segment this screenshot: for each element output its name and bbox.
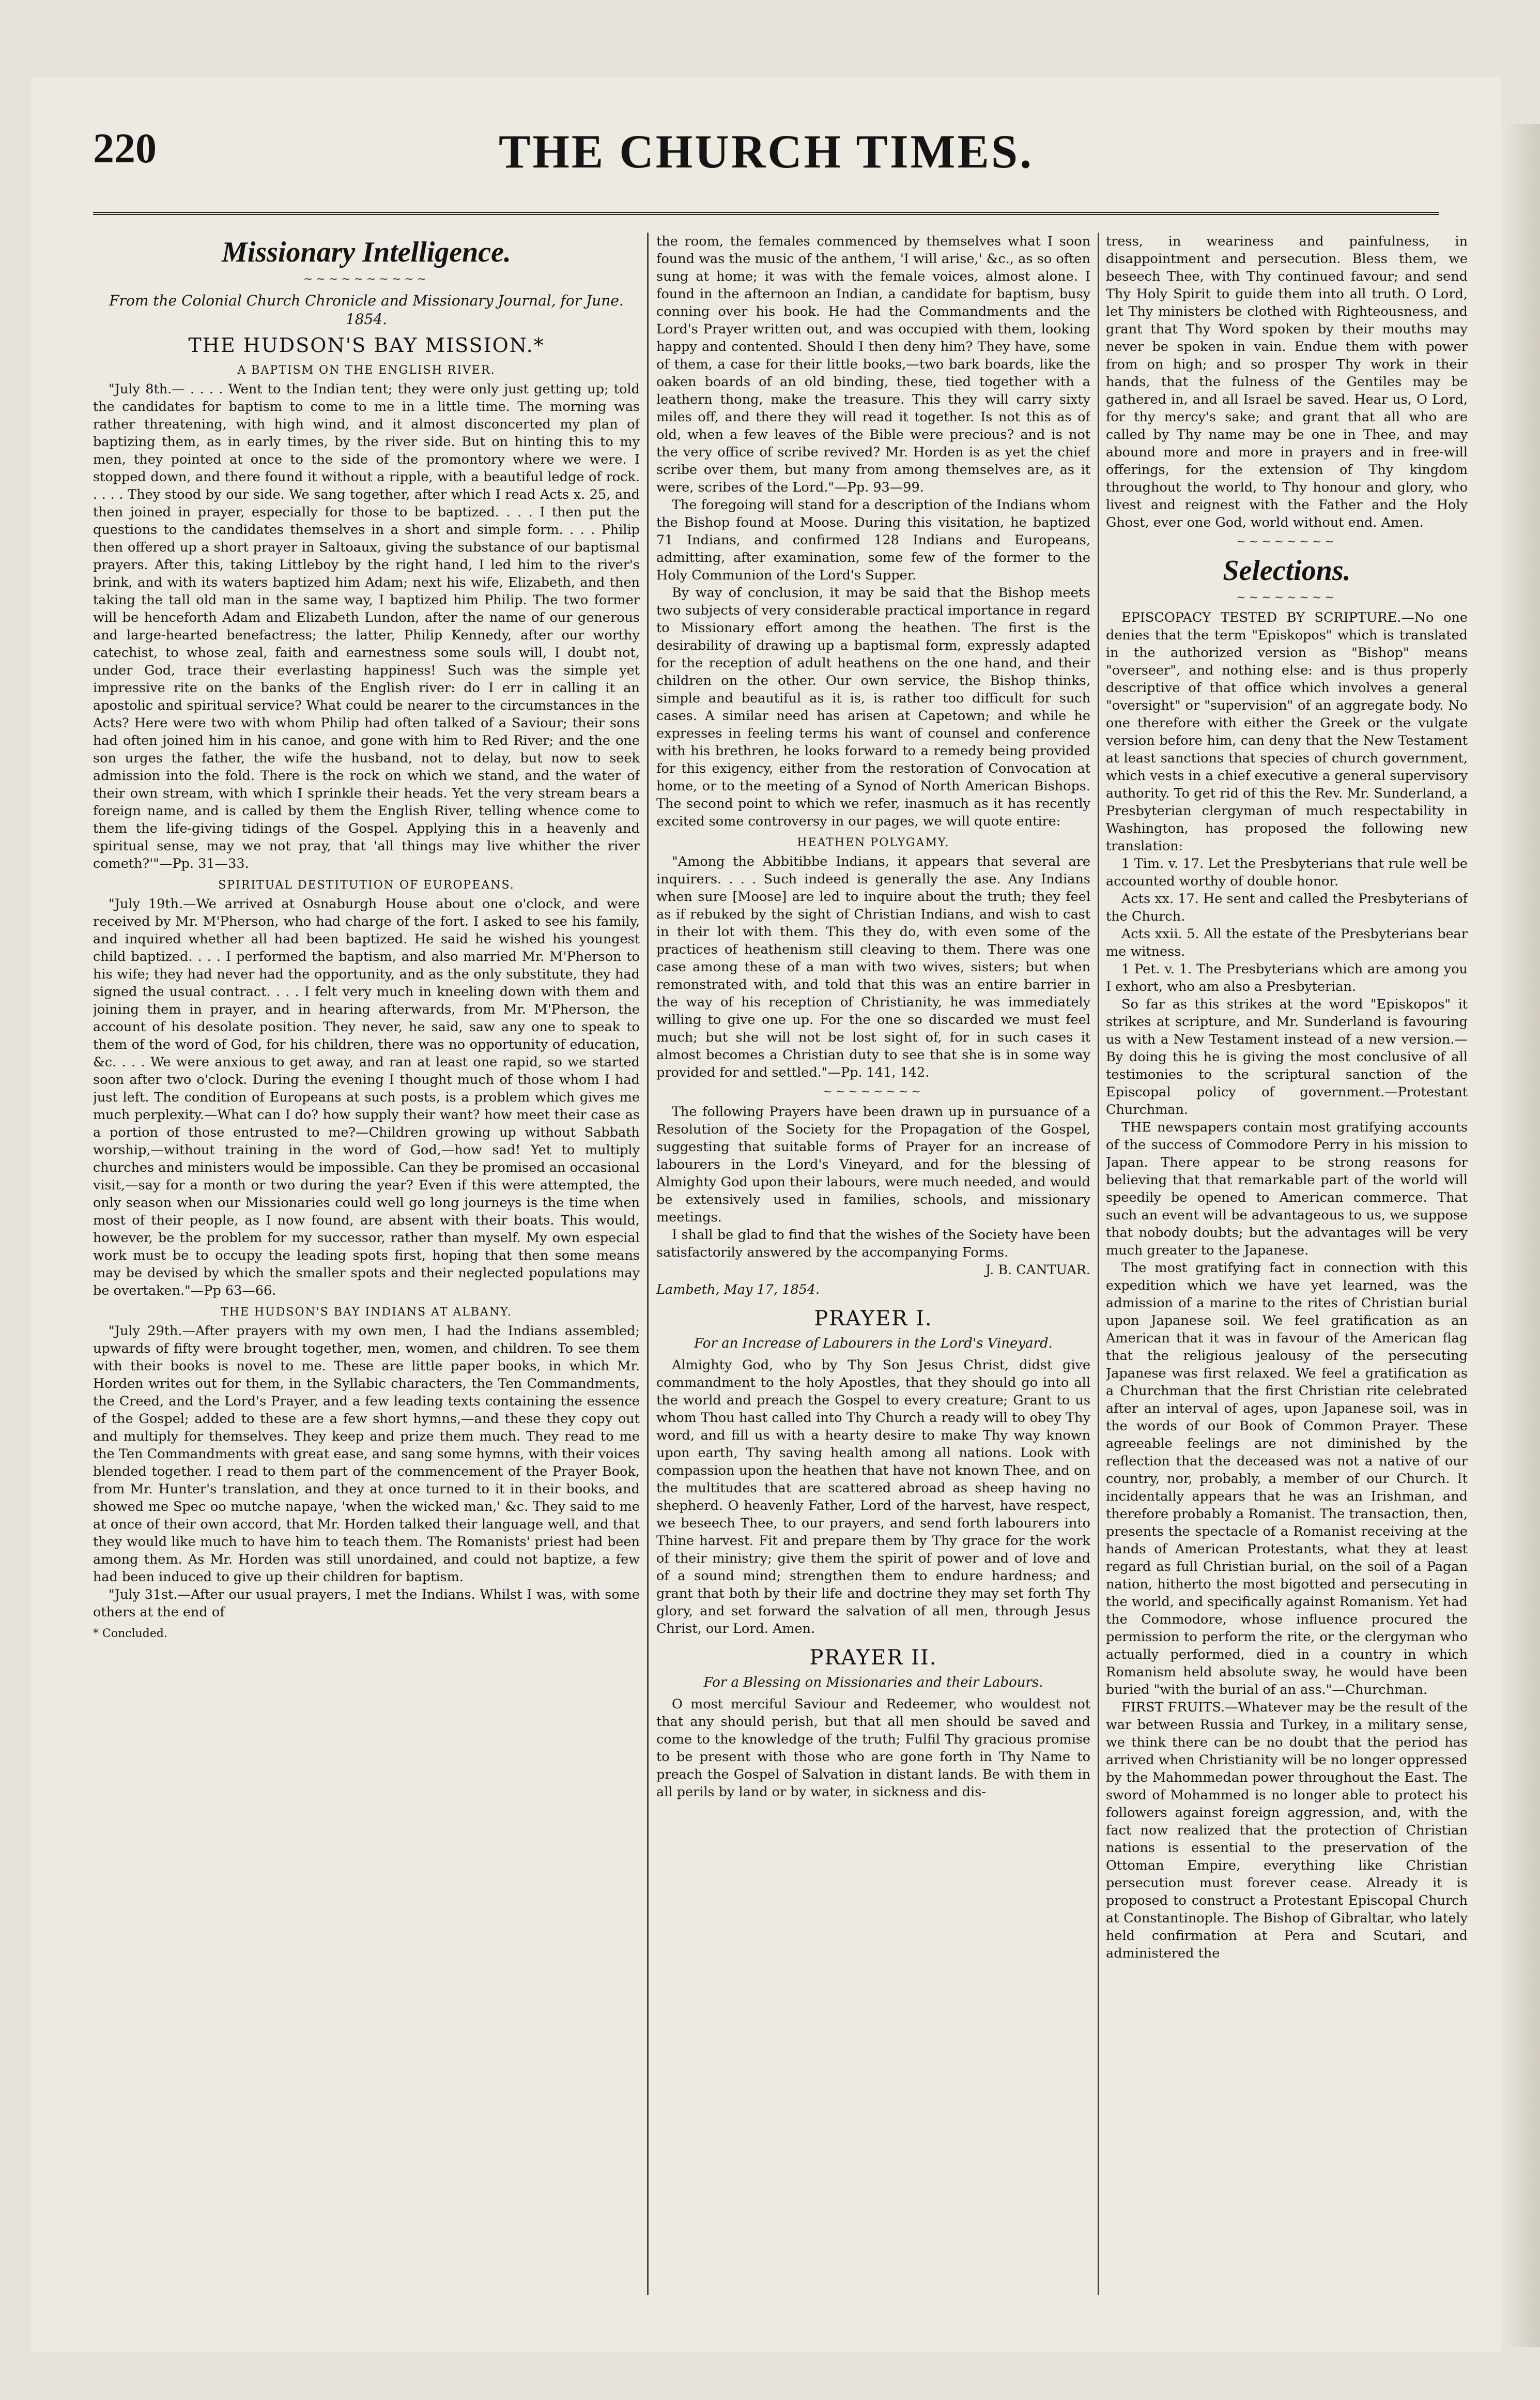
- paragraph: The foregoing will stand for a description of the Indians whom the Bishop found at Moose. During this visitation, he baptized 71 Indians, and confirmed 128 Indians and Europeans, admitting, after examination, some few of the former to the Holy Communion of the Lord's Supper.: [656, 497, 1090, 583]
- ornament-divider: ~~~~~~~~~~: [303, 273, 430, 286]
- column-1: [93, 233, 640, 2295]
- paragraph: "July 8th.— . . . . Went to the Indian tent; they were only just getting up; told the candidates for baptism to come to me in a little time. The morning was rather threatening, with high wind, and it almost disconcerted my plan of baptizing them, as in early times, by the river side. But on hinting this to my men, they pointed at once to the side of the promontory where we were. I stopped down, and there found it without a ripple, with a beautiful ledge of rock. . . . . They stood by our side. We sang together, after which I read Acts x. 25, and then joined in prayer, especially for those to be baptized. . . . I then put the questions to the candidates themselves in a short and simple form. . . . Philip then offered up a short prayer in Saltoaux, giving the substance of our baptismal prayers. After this, taking Littleboy by the right hand, I led him to the river's brink, and with its waters baptized him Adam; next his wife, Elizabeth, and then taking the tall old man in the same way, I baptized him Philip. The two former will be henceforth Adam and Elizabeth Lundon, after the name of our generous and large-hearted benefactress; the latter, Philip Kennedy, after our worthy catechist, to whose zeal, faith and earnestness some souls will, I doubt not, under God, trace their everlasting happiness! Such was the simple yet impressive rite on the banks of the English river: do I err in calling it an apostolic and spiritual service? What could be nearer to the circumstances in the Acts? Here were two with whom Philip had often talked of a Saviour; their sons had often joined him in his canoe, and gone with him to Red River; and the one son urges the father, the wife the husband, not to delay, but now to seek admission into the fold. There is the rock on which we stand, and the water of their own stream, with which I sprinkle their heads. Yet the very stream bears a foreign name, and is called by them the English River, telling whence come to them the life-giving tidings of the Gospel. Applying this in a heavenly and spiritual sense, may we not pray, that 'all things may live whither the river cometh?'"—Pp. 31—33.: [93, 381, 640, 872]
- prayer-subtitle: For a Blessing on Missionaries and their Labours.: [703, 1675, 1043, 1690]
- subheading: SPIRITUAL DESTITUTION OF EUROPEANS.: [218, 879, 515, 892]
- paragraph: "July 31st.—After our usual prayers, I met the Indians. Whilst I was, with some others at the end of: [93, 1587, 640, 1620]
- paragraph: "Among the Abbitibbe Indians, it appears that several are inquirers. . . . Such indeed is generally the ase. Any Indians when sure [Moose] are led to inquire about the truth; they feel as if rebuked by the sight of Christian Indians, and wish to cast in their lot with them. This they do, with even some of the practices of heathenism still cleaving to them. There was one case among these of a man with two wives, sisters; but when remonstrated with, and told that this was an entire barrier in the way of his reception of Christianity, he was immediately willing to give one up. For the one so discarded we must feel much; but she will not be lost sight of, for in such cases it almost becomes a Christian duty to see that she is in some way provided for and settled."—Pp. 141, 142.: [656, 854, 1090, 1080]
- column-3: [1106, 233, 1468, 2295]
- scripture-quote: Acts xxii. 5. All the estate of the Presbyterians bear me witness.: [1106, 926, 1468, 959]
- signature-name: J. B. CANTUAR.: [985, 1262, 1090, 1278]
- prayer-text: O most merciful Saviour and Redeemer, who wouldest not that any should perish, but that all men should be saved and come to the knowledge of the truth; Fulfil Thy gracious promise to be present with those who are gone forth in Thy Name to preach the Gospel of Salvation in distant lands. Be with them in all perils by land or by water, in sickness and dis-: [656, 1696, 1090, 1800]
- paragraph: I shall be glad to find that the wishes of the Society have been satisfactorily answered by the accompanying Forms.: [656, 1227, 1090, 1260]
- paragraph: So far as this strikes at the word "Episkopos" it strikes at scripture, and Mr. Sunderland is favouring us with a New Testament instead of a new version.—By doing this he is giving the most conclusive of all testimonies to the scriptural sanction of the Episcopal policy of government.—Protestant Churchman.: [1106, 997, 1468, 1118]
- paragraph: The following Prayers have been drawn up in pursuance of a Resolution of the Society for the Propagation of the Gospel, suggesting that suitable forms of Prayer for an increase of labourers in the Lord's Vineyard, and for the blessing of Almighty God upon their labours, were much needed, and would be extensively used in families, schools, and missionary meetings.: [656, 1104, 1090, 1225]
- prayer-title: PRAYER I.: [814, 1307, 933, 1331]
- prayer-text: Almighty God, who by Thy Son Jesus Christ, didst give commandment to the holy Apostles, that they should go into all the world and preach the Gospel to every creature; Grant to us whom Thou hast called into Thy Church a ready will to obey Thy word, and fill us with a hearty desire to make Thy way known upon earth, Thy saving health among all nations. Look with compassion upon the heathen that have not known Thee, and on the multitudes that are scattered abroad as sheep having no shepherd. O heavenly Father, Lord of the harvest, have respect, we beseech Thee, to our prayers, and send forth labourers into Thine harvest. Fit and prepare them by Thy grace for the work of their ministry; give them the spirit of power and of love and of a sound mind; strengthen them to endure hardness; and grant that both by their life and doctrine they may set forth Thy glory, and set forward the salvation of all men, through Jesus Christ, our Lord. Amen.: [656, 1357, 1090, 1637]
- paragraph: FIRST FRUITS.—Whatever may be the result of the war between Russia and Turkey, in a military sense, we think there can be no doubt that the period has arrived when Christianity will be no longer oppressed by the Mahommedan power throughout the East. The sword of Mohammed is no longer able to protect his followers against foreign aggression, and, with the fact now realized that the protection of Christian nations is essential to the preservation of the Ottoman Empire, everything like Christian persecution must forever cease. Already it is proposed to construct a Protestant Episcopal Church at Constantinople. The Bishop of Gibraltar, who lately held confirmation at Pera and Scutari, and administered the: [1106, 1700, 1468, 1961]
- section-heading: Missionary Intelligence.: [221, 236, 512, 268]
- paragraph: "July 19th.—We arrived at Osnaburgh House about one o'clock, and were received by Mr. M'Pherson, who had charge of the fort. I asked to see his family, and inquired whether all had been baptized. He said he wished his youngest child baptized. . . . I performed the baptism, and also married Mr. M'Pherson to his wife; they had never had the opportunity, and as the only substitute, they had signed the usual contract. . . . I felt very much in kneeling down with them and joining them in prayer, and in hearing afterwards, from Mr. M'Pherson, the account of his desolate position. They never, he said, saw any one to speak to them of the word of God, for his children, there was no opportunity of education, &c. . . . We were anxious to get away, and ran at least one rapid, so we started soon after two o'clock. During the evening I thought much of those whom I had just left. The condition of Europeans at such posts, is a problem which gives me much perplexity.—What can I do? how supply their want? how meet their case as a portion of those entrusted to me?—Children growing up without Sabbath worship,—without training in the word of God,—how sad! Yet to multiply churches and ministers would be impossible. Can they be promised an occasional visit,—say for a month or two during the year? Even if this were attempted, the only season when our Missionaries could well go long journeys is the time when most of their people, as I now found, are absent with their boats. This would, however, be the problem for my successor, rather than myself. My own especial work must be to occupy the leading spots first, hoping that then some means may be devised by which the smaller spots and their neglected populations may be overtaken."—Pp 63—66.: [93, 896, 640, 1298]
- page-number: 220: [93, 125, 157, 172]
- newspaper-page: [31, 78, 1501, 2352]
- paragraph: THE newspapers contain most gratifying accounts of the success of Commodore Perry in his mission to Japan. There appear to be strong reasons for believing that that remarkable part of the world will speedily be opened to American commerce. That such an event will be advantageous to us, we suppose that nobody doubts; but the advantages will be very much greater to the Japanese.: [1106, 1120, 1468, 1258]
- header-rule: [93, 212, 1439, 215]
- adjacent-page-edge: [1501, 124, 1540, 2347]
- scripture-quote: 1 Pet. v. 1. The Presbyterians which are among you I exhort, who am also a Presbyterian.: [1106, 961, 1468, 995]
- subheading: THE HUDSON'S BAY INDIANS AT ALBANY.: [221, 1306, 512, 1319]
- ornament-divider: ~~~~~~~~: [1236, 591, 1337, 604]
- footnote: * Concluded.: [93, 1627, 167, 1640]
- newspaper-title: THE CHURCH TIMES.: [498, 125, 1034, 178]
- paragraph: the room, the females commenced by themselves what I soon found was the music of the anthem, 'I will arise,' &c., as so often sung at home; it was with the female voices, almost alone. I found in the afternoon an Indian, a candidate for baptism, busy conning over his book. He had the Commandments and the Lord's Prayer written out, and was occupied with them, looking happy and contented. Should I then deny him? They have, some of them, a case for their little books,—two bark boards, like the oaken boards of an old binding, these, tied together with a leathern thong, make the treasure. This they will carry sixty miles off, and there they will read it together. Is not this as of old, when a few leaves of the Bible were precious? and is not the very office of scribe revived? Mr. Horden is as yet the chief scribe over them, but many from among themselves are, as it were, scribes of the Lord."—Pp. 93—99.: [656, 234, 1090, 495]
- article-title: THE HUDSON'S BAY MISSION.*: [188, 334, 545, 357]
- ornament-divider: ~~~~~~~~: [823, 1086, 924, 1098]
- signature-date: Lambeth, May 17, 1854.: [656, 1282, 820, 1297]
- paragraph: EPISCOPACY TESTED BY SCRIPTURE.—No one denies that the term "Episkopos" which is translated in the authorized version as "Bishop" means "overseer", and nothing else: and is thus properly descriptive of that office which involves a general "oversight" or "supervision" of an aggregate body. No one therefore with either the Greek or the vulgate version before him, can deny that the New Testament at least sanctions that species of church government, which vests in a chief executive a general supervisory authority. To get rid of this the Rev. Mr. Sunderland, a Presbyterian clergyman of much respectability in Washington, has proposed the following new translation:: [1106, 610, 1468, 854]
- paragraph: tress, in weariness and painfulness, in disappointment and persecution. Bless them, we beseech Thee, with Thy continued favour; and send Thy Holy Spirit to guide them into all truth. O Lord, let Thy ministers be clothed with Righteousness, and grant that Thy Word spoken by their mouths may never be spoken in vain. Endue them with power from on high; and so prosper Thy work in their hands, that the fulness of the Gentiles may be gathered in, and all Israel be saved. Hear us, O Lord, for thy mercy's sake; and grant that all who are called by Thy name may be one in Thee, and may abound more and more in prayers and in free-will offerings, for the extension of Thy kingdom throughout the world, to Thy honour and glory, who livest and reignest with the Father and the Holy Ghost, ever one God, world without end. Amen.: [1106, 234, 1468, 530]
- paragraph: "July 29th.—After prayers with my own men, I had the Indians assembled; upwards of fifty were brought together, men, women, and children. To see them with their books is novel to me. These are little paper books, in which Mr. Horden writes out for them, in the Syllabic characters, the Ten Commandments, the Creed, and the Lord's Prayer, and a few leading texts containing the essence of the Gospel; added to these are a few short hymns,—and these they copy out and multiply for themselves. They keep and prize them much. They read to me the Ten Commandments with great ease, and sang some hymns, with their voices blended together. I read to them part of the commencement of the Prayer Book, from Mr. Hunter's translation, and they at once turned to it in their books, and showed me Spec oo mutche napaye, 'when the wicked man,' &c. They said to me at once of their own accord, that Mr. Horden talked their language well, and that they would like much to have him to teach them. The Romanists' priest had been among them. As Mr. Horden was still unordained, and could not baptize, a few had been induced to give up their children for baptism.: [93, 1323, 640, 1585]
- subheading: HEATHEN POLYGAMY.: [797, 836, 950, 849]
- ornament-divider: ~~~~~~~~: [1236, 536, 1337, 548]
- column-rule: [1098, 233, 1099, 2295]
- article-source: From the Colonial Church Chronicle and Missionary Journal, for June. 1854.: [109, 292, 624, 328]
- column-rule: [647, 233, 649, 2295]
- prayer-subtitle: For an Increase of Labourers in the Lord's Vineyard.: [694, 1336, 1053, 1351]
- paragraph: The most gratifying fact in connection with this expedition which we have yet learned, was the admission of a marine to the rites of Christian burial upon Japanese soil. We feel gratification as an American that it was in favour of the American flag that the religious jealousy of the persecuting Japanese was first relaxed. We feel a gratification as a Churchman that the first Christian rite celebrated after an interval of ages, upon Japanese soil, was in the words of our Book of Common Prayer. These agreeable feelings are not diminished by the reflection that the deceased was not a native of our country, nor, probably, a member of our Church. It incidentally appears that he was an Irishman, and therefore probably a Romanist. The transaction, then, presents the spectacle of a Romanist receiving at the hands of American Protestants, what they at least regard as full Christian burial, on the soil of a Pagan nation, hitherto the most bigotted and persecuting in the world, and specifically against Romanism. Yet had the Commodore, whose influence procured the permission to perform the rite, or the clergyman who actually performed, died in a country in which Romanism held absolute sway, he would have been buried "with the burial of an ass."—Churchman.: [1106, 1260, 1468, 1698]
- prayer-title: PRAYER II.: [809, 1646, 937, 1670]
- scripture-quote: 1 Tim. v. 17. Let the Presbyterians that rule well be accounted worthy of double honor.: [1106, 856, 1468, 889]
- scripture-quote: Acts xx. 17. He sent and called the Presbyterians of the Church.: [1106, 891, 1468, 924]
- page-header: [31, 114, 1501, 217]
- column-2: [656, 233, 1090, 2295]
- paragraph: By way of conclusion, it may be said that the Bishop meets two subjects of very considerable practical importance in regard to Missionary effort among the heathen. The first is the desirability of drawing up a baptismal form, expressly adapted for the reception of adult heathens on the one hand, and their children on the other. Our own service, the Bishop thinks, simple and beautiful as it is, is rather too difficult for such cases. A similar need has arisen at Capetown; and while he expresses in feeling terms his want of counsel and conference with his brethren, he looks forward to a remedy being provided for this exigency, either from the restoration of Convocation at home, or to the meeting of a Synod of North American Bishops. The second point to which we refer, inasmuch as it has recently excited some controversy in our pages, we will quote entire:: [656, 585, 1090, 829]
- section-heading: Selections.: [1223, 555, 1351, 587]
- subheading: A BAPTISM ON THE ENGLISH RIVER.: [237, 364, 496, 377]
